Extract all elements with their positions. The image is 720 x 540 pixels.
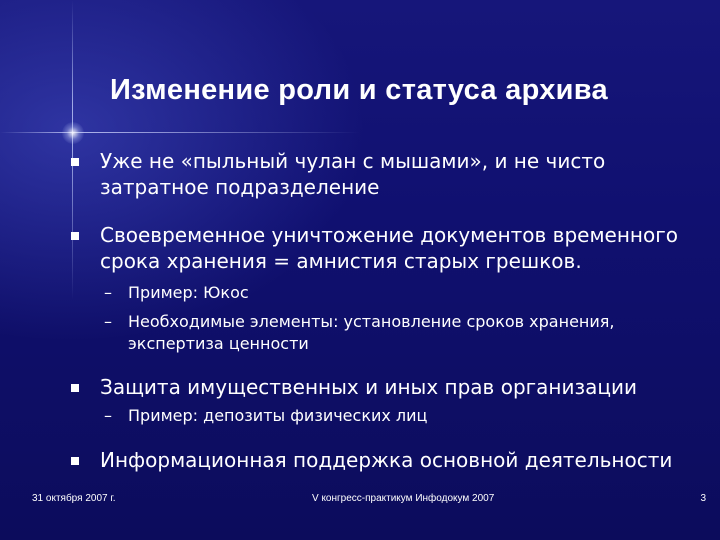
sub-bullet-item: [104, 311, 684, 355]
sub-bullet-text: Пример: депозиты физических лиц: [128, 406, 428, 425]
sub-bullet-text: Необходимые элементы: установление сроков хранения, экспертиза ценности: [128, 312, 615, 353]
dash-bullet: –: [104, 406, 112, 425]
sub-bullet-item: [104, 405, 684, 427]
footer-date: 31 октября 2007 г.: [32, 493, 116, 504]
dash-bullet: –: [104, 283, 112, 302]
bullet-item: [70, 374, 700, 400]
sub-bullet-text: Пример: Юкос: [128, 283, 249, 302]
square-bullet-icon: [71, 384, 79, 392]
footer-event: V конгресс-практикум Инфодокум 2007: [312, 493, 495, 504]
bullet-item: [70, 447, 700, 473]
square-bullet-icon: [71, 457, 79, 465]
decorative-sparkle-icon: [62, 122, 84, 144]
square-bullet-icon: [71, 158, 79, 166]
bullet-text: Информационная поддержка основной деятельности: [100, 448, 673, 472]
slide-number: 3: [700, 493, 706, 504]
dash-bullet: –: [104, 312, 112, 331]
sub-bullet-item: [104, 282, 684, 304]
bullet-text: Защита имущественных и иных прав организации: [100, 375, 637, 399]
bullet-item: [70, 148, 700, 200]
bullet-text: Уже не «пыльный чулан с мышами», и не чисто затратное подразделение: [100, 149, 606, 199]
bullet-item: [70, 222, 700, 274]
bullet-text: Своевременное уничтожение документов временного срока хранения = амнистия старых грешков.: [100, 223, 678, 273]
square-bullet-icon: [71, 232, 79, 240]
decorative-horizontal-line: [0, 132, 360, 133]
slide-title: Изменение роли и статуса архива: [110, 74, 608, 106]
